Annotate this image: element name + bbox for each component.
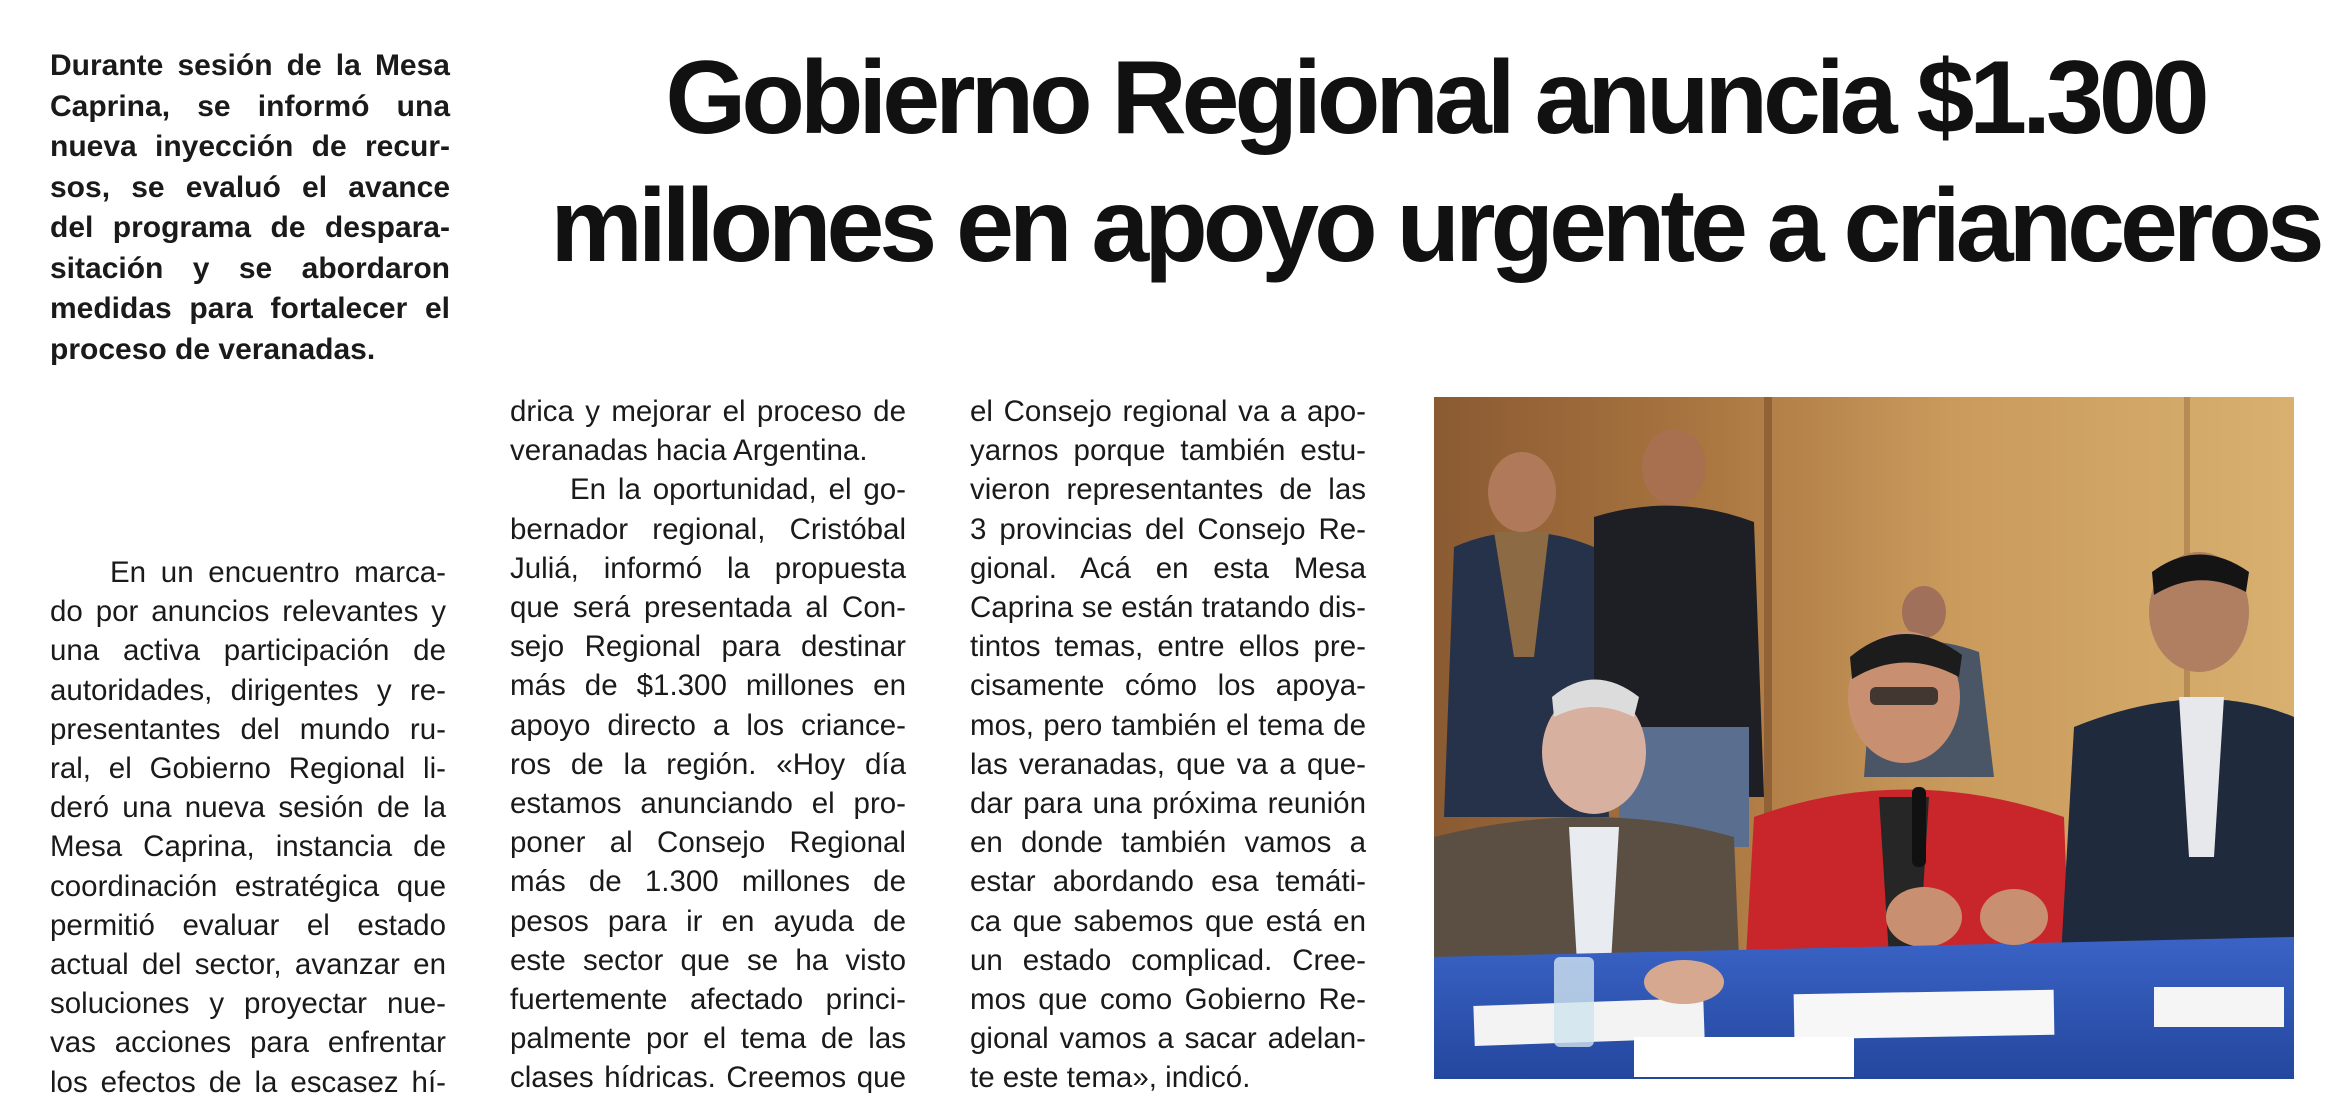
- body-line: un estado complicad. Cree-: [970, 943, 1366, 977]
- body-line: veranadas hacia Argentina.: [510, 434, 868, 468]
- body-line: dar para una próxima reunión: [970, 787, 1366, 821]
- body-line: ca que sabemos que está en: [970, 904, 1366, 938]
- body-line: una activa participación de: [50, 634, 446, 668]
- body-line: más de 1.300 millones de: [510, 865, 906, 899]
- body-line: vieron representantes de las: [970, 473, 1366, 507]
- body-line: presentantes del mundo ru-: [50, 712, 446, 746]
- body-line: drica y mejorar el proceso de: [510, 395, 906, 428]
- body-line: pesos para ir en ayuda de: [510, 904, 906, 938]
- body-column-1: [50, 553, 446, 1102]
- body-line: En un encuentro marca-: [110, 556, 446, 589]
- body-line: te este tema», indicó.: [970, 1061, 1251, 1095]
- lead-line: del programa de despara-: [50, 211, 450, 244]
- body-line: tintos temas, entre ellos pre-: [970, 630, 1366, 664]
- body-line: yarnos porque también estu-: [970, 434, 1366, 468]
- body-line: este sector que se ha visto: [510, 943, 906, 977]
- lead-line: nueva inyección de recur-: [50, 130, 450, 163]
- body-line: clases hídricas. Creemos que: [510, 1061, 906, 1095]
- headline: [540, 34, 2330, 290]
- body-line: soluciones y proyectar nue-: [50, 987, 446, 1021]
- body-column-3: [970, 392, 1366, 1098]
- body-line: Caprina se están tratando dis-: [970, 591, 1366, 625]
- body-line: mos, pero también el tema de: [970, 708, 1366, 742]
- lead-line: Caprina, se informó una: [50, 89, 450, 123]
- body-line: sejo Regional para destinar: [510, 630, 906, 664]
- lead-line: medidas para fortalecer el: [50, 292, 450, 325]
- body-line: poner al Consejo Regional: [510, 826, 906, 860]
- body-line: do por anuncios relevantes y: [50, 595, 446, 629]
- body-line: palmente por el tema de las: [510, 1022, 906, 1056]
- lead-paragraph: [50, 46, 450, 370]
- body-line: ral, el Gobierno Regional li-: [50, 752, 446, 786]
- body-line: bernador regional, Cristóbal: [510, 512, 906, 546]
- lead-line: proceso de veranadas.: [50, 332, 376, 366]
- lead-line: sitación y se abordaron: [50, 251, 450, 285]
- body-line: mos que como Gobierno Re-: [970, 983, 1366, 1017]
- body-line: 3 provincias del Consejo Re-: [970, 512, 1366, 546]
- news-photo-meeting-icon: [1434, 397, 2294, 1079]
- body-line: las veranadas, que va a que-: [970, 747, 1366, 781]
- body-line: permitió evaluar el estado: [50, 908, 446, 942]
- body-line: Juliá, informó la propuesta: [510, 551, 906, 585]
- body-line: fuertemente afectado princi-: [510, 983, 906, 1017]
- news-photo: [1434, 397, 2294, 1079]
- body-line: En la oportunidad, el go-: [570, 473, 906, 507]
- body-line: actual del sector, avanzar en: [50, 948, 446, 982]
- body-line: Mesa Caprina, instancia de: [50, 830, 446, 864]
- headline-line: millones en apoyo urgente a crianceros: [550, 168, 2320, 284]
- lead-line: sos, se evaluó el avance: [50, 170, 450, 204]
- body-line: deró una nueva sesión de la: [50, 791, 446, 825]
- body-line: el Consejo regional va a apo-: [970, 395, 1366, 428]
- body-line: vas acciones para enfrentar: [50, 1026, 446, 1060]
- body-line: en donde también vamos a: [970, 826, 1366, 860]
- body-line: que será presentada al Con-: [510, 591, 906, 625]
- body-line: apoyo directo a los criance-: [510, 708, 906, 742]
- body-column-2: [510, 392, 906, 1098]
- body-line: coordinación estratégica que: [50, 869, 446, 903]
- body-line: estar abordando esa temáti-: [970, 865, 1366, 899]
- body-line: los efectos de la escasez hí-: [50, 1065, 446, 1099]
- body-line: estamos anunciando el pro-: [510, 787, 906, 821]
- body-line: ros de la región. «Hoy día: [510, 747, 906, 781]
- body-line: cisamente cómo los apoya-: [970, 669, 1366, 703]
- body-line: gional vamos a sacar adelan-: [970, 1022, 1366, 1056]
- body-line: más de $1.300 millones en: [510, 669, 906, 703]
- headline-line: Gobierno Regional anuncia $1.300: [665, 40, 2205, 156]
- body-line: autoridades, dirigentes y re-: [50, 673, 446, 707]
- body-line: gional. Acá en esta Mesa: [970, 551, 1366, 585]
- lead-line: Durante sesión de la Mesa: [50, 49, 450, 82]
